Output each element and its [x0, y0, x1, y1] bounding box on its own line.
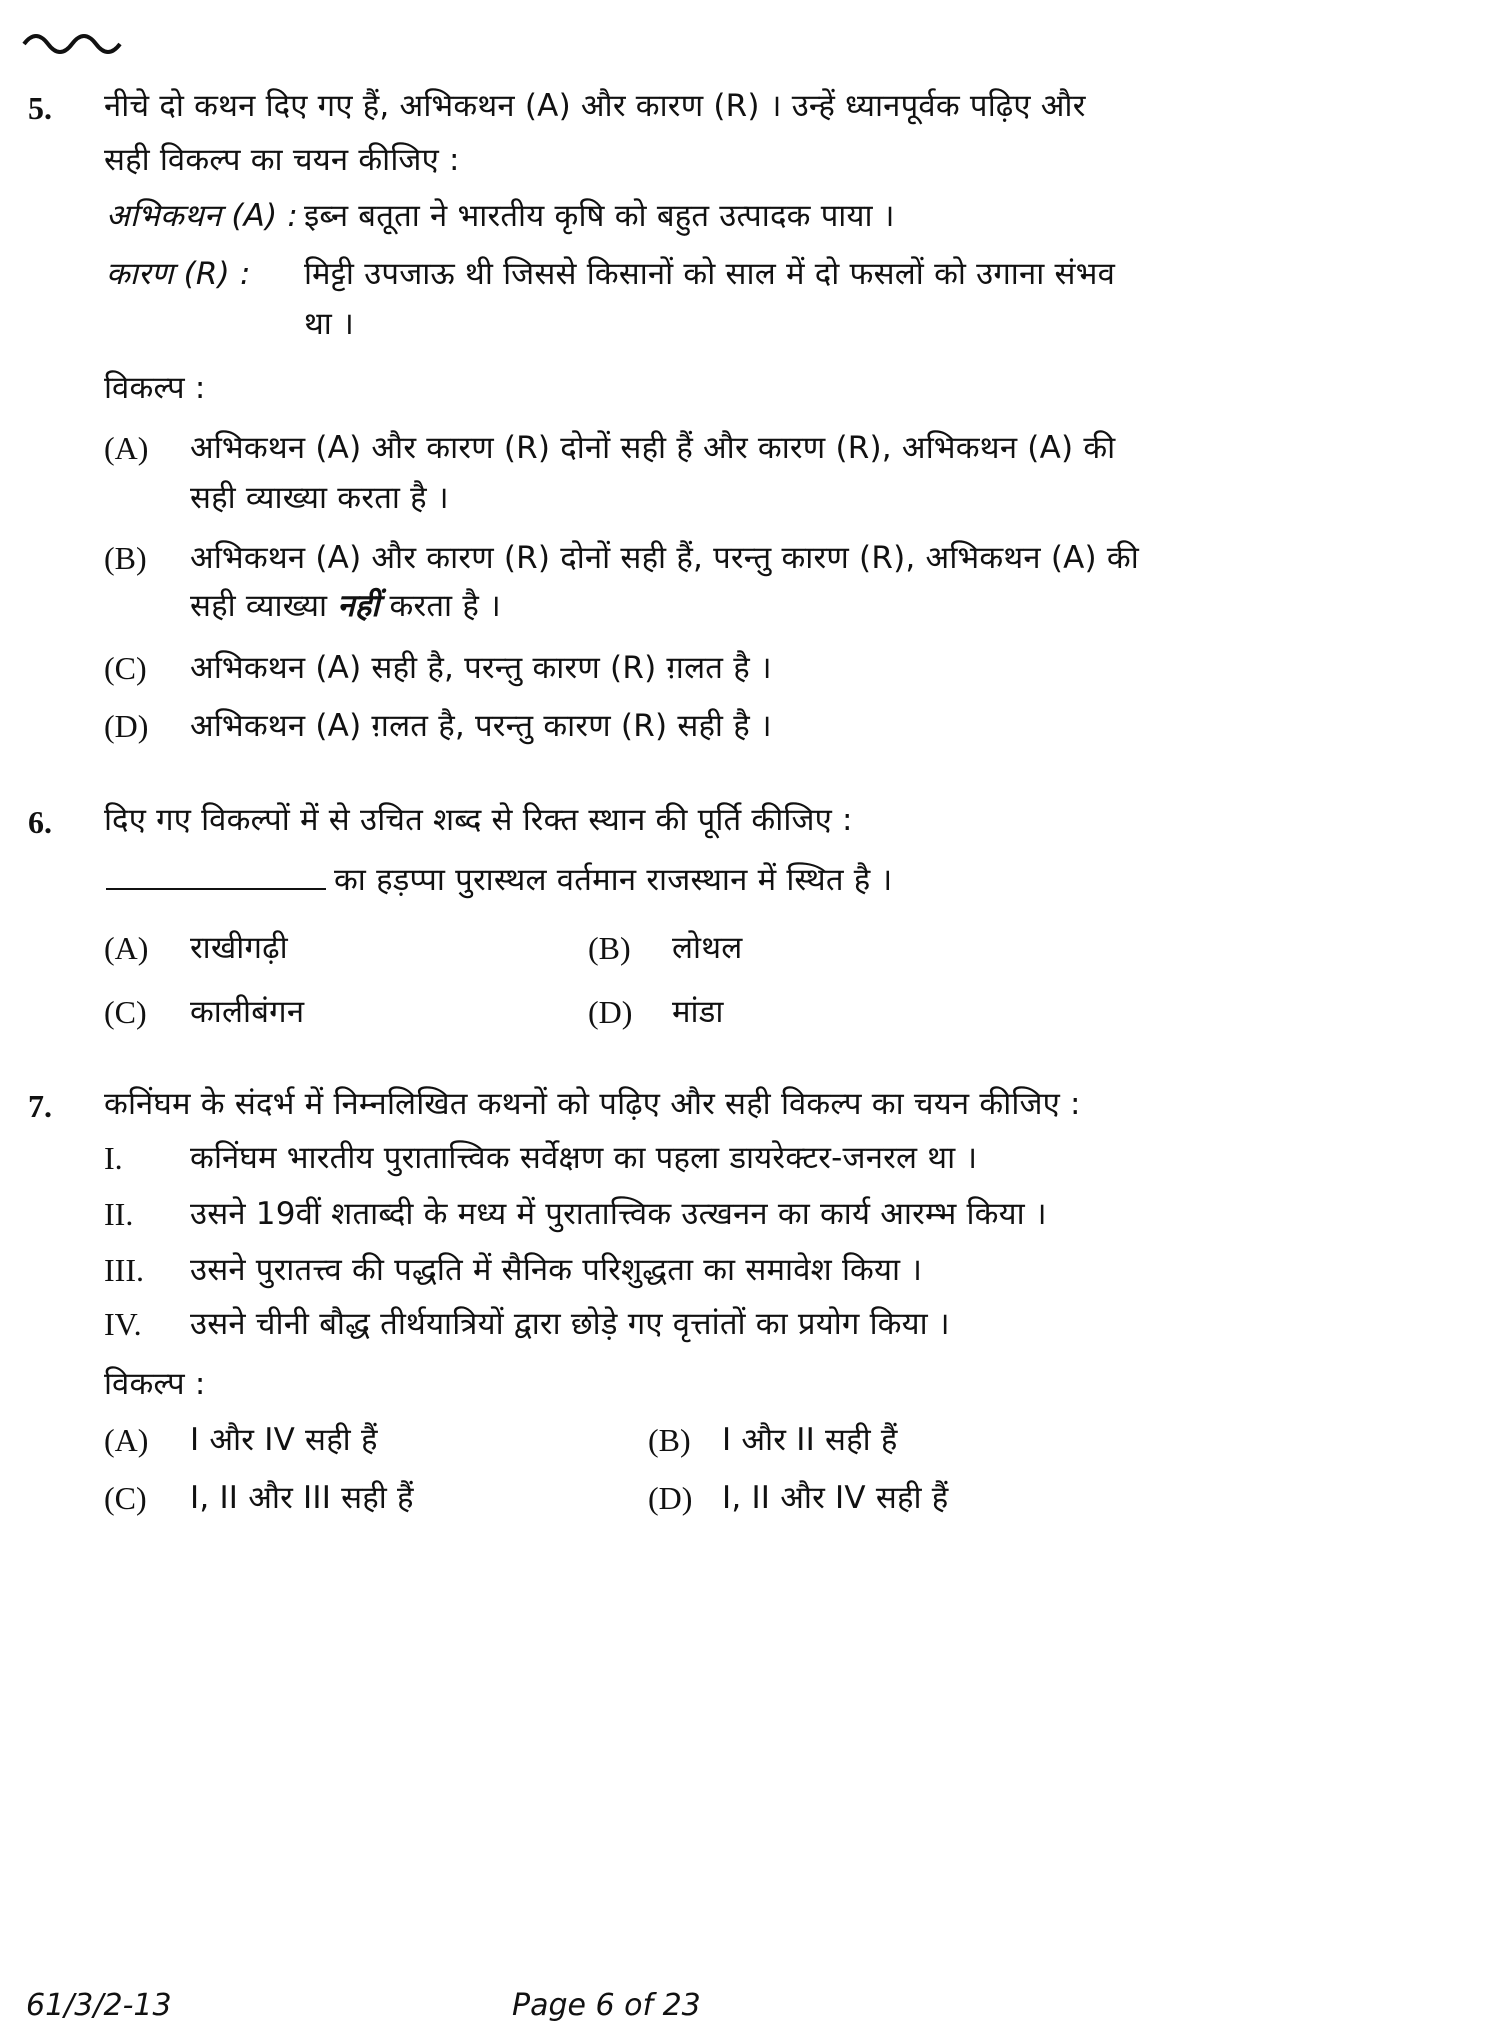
question-7-prompt: कनिंघम के संदर्भ में निम्नलिखित कथनों को पढ़िए और सही विकल्प का चयन कीजिए :: [104, 1086, 1081, 1122]
question-6-blank-sentence-row: [106, 860, 892, 900]
q6-option-a-label[interactable]: (A): [104, 930, 149, 966]
statement-4-label: IV.: [104, 1306, 142, 1342]
q5-option-c-label[interactable]: (C): [104, 650, 147, 686]
assertion-text: इब्न बतूता ने भारतीय कृषि को बहुत उत्पादक पाया ।: [304, 198, 895, 234]
reason-label: कारण (R) :: [106, 256, 251, 292]
q6-option-c-text[interactable]: कालीबंगन: [190, 994, 305, 1030]
q5-option-c-text[interactable]: अभिकथन (A) सही है, परन्तु कारण (R) ग़लत है ।: [190, 650, 772, 686]
reason-text-line1: मिट्टी उपजाऊ थी जिससे किसानों को साल में दो फसलों को उगाना संभव: [304, 256, 1116, 292]
assertion-label: अभिकथन (A) :: [106, 198, 299, 234]
q5-option-b-line2-post: करता है ।: [389, 588, 502, 624]
q5-option-a-line2[interactable]: सही व्याख्या करता है ।: [190, 480, 449, 516]
q6-option-d-text[interactable]: मांडा: [672, 994, 724, 1030]
paper-code: 61/3/2-13: [26, 1988, 172, 2023]
q7-option-c-label[interactable]: (C): [104, 1480, 147, 1516]
statement-1-label: I.: [104, 1140, 123, 1176]
q7-options-heading: विकल्प :: [104, 1366, 206, 1402]
q5-option-b-emphasis: नहीं: [337, 588, 380, 624]
question-7-number: 7.: [28, 1088, 52, 1124]
q6-option-d-label[interactable]: (D): [588, 994, 633, 1030]
question-5-number: 5.: [28, 90, 52, 126]
statement-3-label: III.: [104, 1252, 144, 1288]
question-5-prompt-line2: सही विकल्प का चयन कीजिए :: [104, 142, 460, 178]
question-6-prompt: दिए गए विकल्पों में से उचित शब्द से रिक्त स्थान की पूर्ति कीजिए :: [104, 802, 853, 838]
q7-option-a-text[interactable]: I और IV सही हैं: [190, 1422, 378, 1458]
statement-2-text: उसने 19वीं शताब्दी के मध्य में पुरातात्त्विक उत्खनन का कार्य आरम्भ किया ।: [190, 1196, 1047, 1232]
q5-option-b-line2[interactable]: [190, 586, 501, 626]
q6-option-a-text[interactable]: राखीगढ़ी: [190, 930, 288, 966]
q6-option-b-label[interactable]: (B): [588, 930, 631, 966]
question-5-prompt-line1: नीचे दो कथन दिए गए हैं, अभिकथन (A) और कारण (R) । उन्हें ध्यानपूर्वक पढ़िए और: [104, 88, 1086, 124]
q7-option-b-label[interactable]: (B): [648, 1422, 691, 1458]
options-heading: विकल्प :: [104, 370, 206, 406]
q5-option-d-text[interactable]: अभिकथन (A) ग़लत है, परन्तु कारण (R) सही है ।: [190, 708, 772, 744]
q7-option-c-text[interactable]: I, II और III सही हैं: [190, 1480, 414, 1516]
q5-option-a-label[interactable]: (A): [104, 430, 149, 466]
statement-2-label: II.: [104, 1196, 134, 1232]
q6-option-c-label[interactable]: (C): [104, 994, 147, 1030]
q5-option-b-label[interactable]: (B): [104, 540, 147, 576]
wave-decoration-icon: [22, 22, 162, 62]
statement-1-text: कनिंघम भारतीय पुरातात्त्विक सर्वेक्षण का पहला डायरेक्टर-जनरल था ।: [190, 1140, 978, 1176]
q5-option-b-line1[interactable]: अभिकथन (A) और कारण (R) दोनों सही हैं, परन्तु कारण (R), अभिकथन (A) की: [190, 540, 1139, 576]
q5-option-a-line1[interactable]: अभिकथन (A) और कारण (R) दोनों सही हैं और कारण (R), अभिकथन (A) की: [190, 430, 1116, 466]
q7-option-b-text[interactable]: I और II सही हैं: [722, 1422, 898, 1458]
fill-in-blank: [106, 860, 326, 890]
q5-option-d-label[interactable]: (D): [104, 708, 149, 744]
page-number: Page 6 of 23: [512, 1988, 701, 2023]
question-6-number: 6.: [28, 804, 52, 840]
q7-option-d-label[interactable]: (D): [648, 1480, 693, 1516]
statement-3-text: उसने पुरातत्त्व की पद्धति में सैनिक परिशुद्धता का समावेश किया ।: [190, 1252, 923, 1288]
statement-4-text: उसने चीनी बौद्ध तीर्थयात्रियों द्वारा छोड़े गए वृत्तांतों का प्रयोग किया ।: [190, 1306, 950, 1342]
question-6-blank-sentence: का हड़प्पा पुरास्थल वर्तमान राजस्थान में स्थित है ।: [334, 862, 893, 898]
reason-text-line2: था ।: [304, 306, 355, 342]
q7-option-d-text[interactable]: I, II और IV सही हैं: [722, 1480, 949, 1516]
q7-option-a-label[interactable]: (A): [104, 1422, 149, 1458]
q6-option-b-text[interactable]: लोथल: [672, 930, 743, 966]
q5-option-b-line2-pre: सही व्याख्या: [190, 588, 328, 624]
